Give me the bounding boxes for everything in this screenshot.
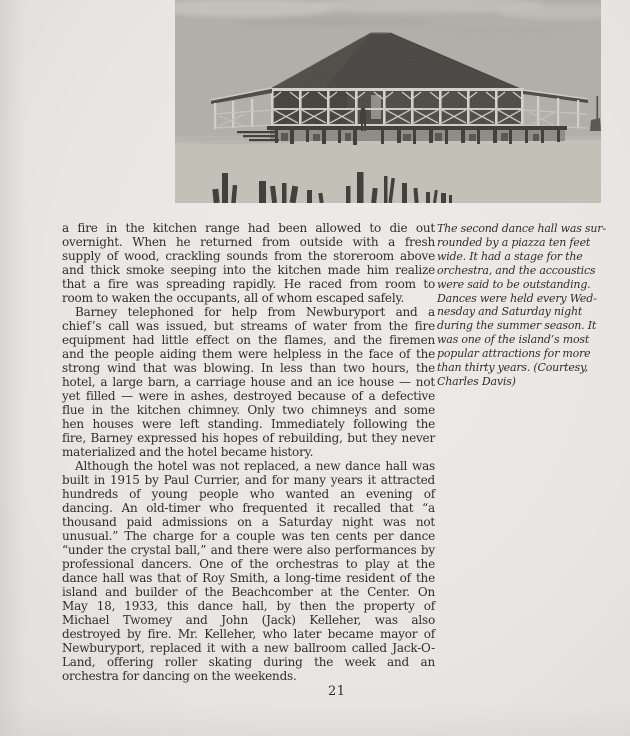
caption-line: popular attractions for more [437,347,591,361]
caption-line: than thirty years. (Courtesy, [437,361,588,375]
body-line: and thick smoke seeping into the kitchen made him realize [62,263,435,277]
body-text [62,221,435,683]
body-line: Barney telephoned for help from Newburyport and a [75,305,435,319]
body-line: dance hall was that of Roy Smith, a long-time resident of the [62,571,435,585]
body-line: hotel, a large barn, a carriage house and an ice house — not [62,375,435,389]
body-line: supply of wood, crackling sounds from the storeroom above [62,249,435,263]
caption-line: Dances were held every Wed- [437,291,597,305]
caption-line: was one of the island’s most [437,333,590,347]
body-line: a fire in the kitchen range had been allowed to die out [62,221,435,235]
body-line: equipment had little effect on the flames, and the firemen [62,333,435,347]
body-line: thousand paid admissions on a Saturday night was not [62,515,435,529]
body-line: yet filled — were in ashes, destroyed because of a defective [62,389,435,403]
photo-caption [437,222,606,389]
body-line: unusual.” The charge for a couple was ten cents per dance [62,529,435,543]
body-line: island and builder of the Beachcomber at the Center. On [62,585,435,599]
body-line: room to waken the occupants, all of whom escaped safely. [62,291,405,305]
body-line: strong wind that was blowing. In less than two hours, the [62,361,435,375]
dance-hall-photo-art [175,0,601,203]
body-line: orchestra for dancing on the weekends. [62,669,297,683]
caption-line: rounded by a piazza ten feet [437,235,591,249]
body-line: Newburyport, replaced it with a new ballroom called Jack-O- [62,641,435,655]
paragraph [62,221,435,305]
caption-line: were said to be outstanding. [437,277,591,291]
body-line: hundreds of young people who wanted an evening of [62,487,435,501]
body-line: “under the crystal ball,” and there were also performances by [62,543,435,557]
body-line: professional dancers. One of the orchestras to play at the [62,557,435,571]
body-line: hen houses were left standing. Immediately following the [62,417,435,431]
body-line: fire, Barney expressed his hopes of rebuilding, but they never [62,431,435,445]
body-line: Although the hotel was not replaced, a new dance hall was [75,459,435,473]
body-line: Land, offering roller skating during the week and an [62,655,435,669]
body-line: destroyed by fire. Mr. Kelleher, who later became mayor of [62,627,435,641]
caption-line: wide. It had a stage for the [437,249,583,263]
body-line: Michael Twomey and John (Jack) Kelleher, was also [62,613,435,627]
body-line: and the people aiding them were helpless in the face of the [62,347,435,361]
body-line: May 18, 1933, this dance hall, by then the property of [62,599,435,613]
paragraph [62,459,435,683]
page-number: 21 [328,684,346,699]
caption-line: Charles Davis) [437,374,516,388]
body-line: built in 1915 by Paul Currier, and for many years it attracted [62,473,435,487]
dance-hall-photo [175,0,601,203]
paragraph [62,305,435,459]
body-line: flue in the kitchen chimney. Only two chimneys and some [62,403,435,417]
caption-line: nesday and Saturday night [437,305,583,319]
body-line: materialized and the hotel became history. [62,445,314,459]
caption-line: during the summer season. It [437,319,597,333]
caption-line: The second dance hall was sur- [437,222,606,235]
body-line: chief’s call was issued, but streams of water from the fire [62,319,435,333]
body-line: that a fire was spreading rapidly. He raced from room to [62,277,435,291]
body-line: overnight. When he returned from outside with a fresh [62,235,435,249]
body-line: dancing. An old-timer who frequented it recalled that “a [62,501,435,515]
caption-line: orchestra, and the accoustics [437,263,596,277]
